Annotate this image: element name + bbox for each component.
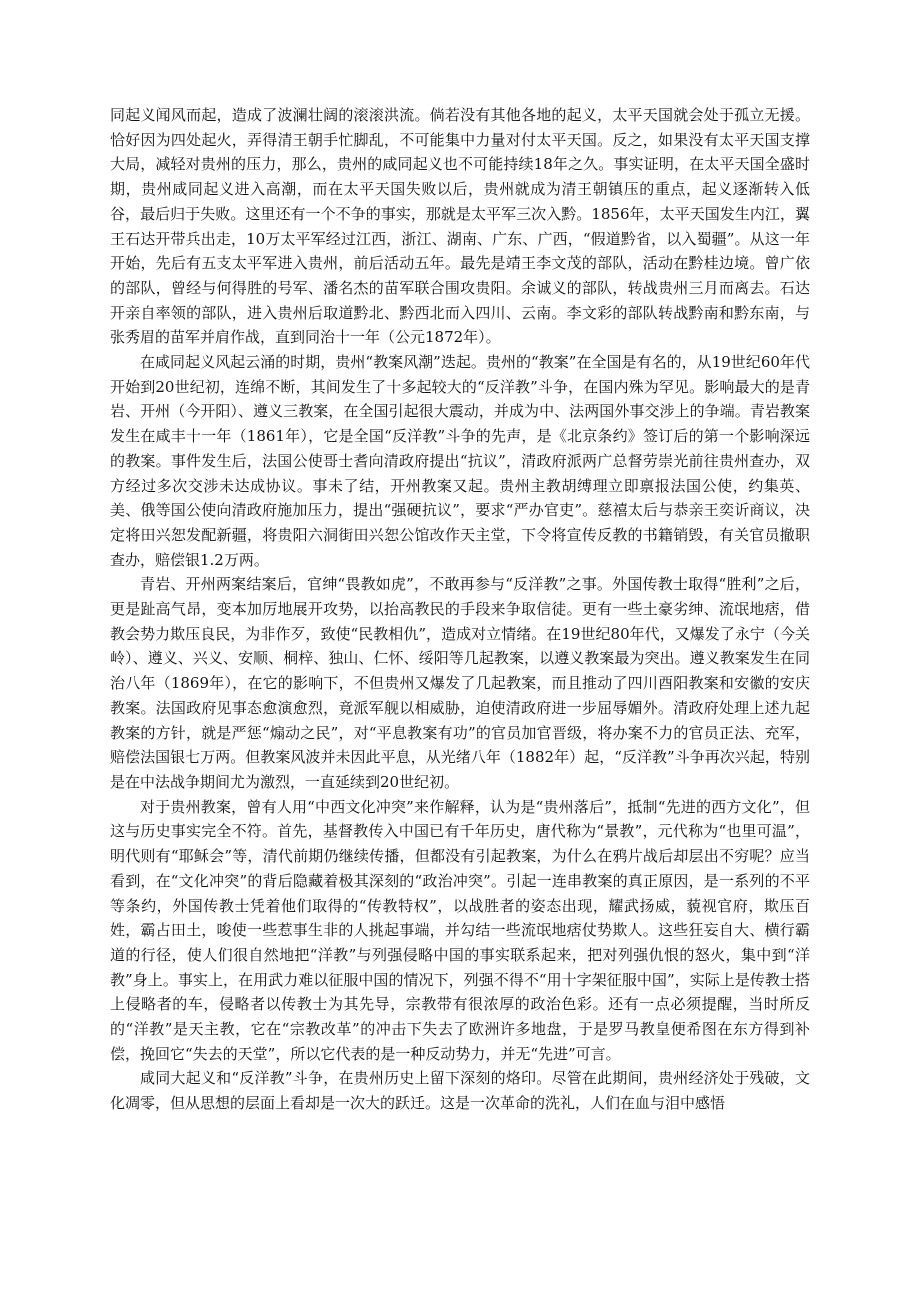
paragraph-4: 对于贵州教案，曾有人用“中西文化冲突”来作解释，认为是“贵州落后”，抵制“先进的西方文化”，但这与历史事实完全不符。首先，基督教传入中国已有千年历史，唐代称为“景教”，元代称为“也里可温”，明代则有“耶稣会”等，清代前期仍继续传播，但都没有引起教案，为什么在鸦片战后却层出不穷呢？应当看到，在“文化冲突”的背后隐藏着极其深刻的“政治冲突”。引起一连串教案的真正原因，是一系列的不平等条约，外国传教士凭着他们取得的“传教特权”，以战胜者的姿态出现，耀武扬威，藐视官府，欺压百姓，霸占田土，唆使一些惹事生非的人挑起事端，并勾结一些流氓地痞仗势欺人。这些狂妄自大、横行霸道的行径，使人们很自然地把“洋教”与列强侵略中国的事实联系起来，把对列强仇恨的怒火，集中到“洋教”身上。事实上，在用武力难以征服中国的情况下，列强不得不“用十字架征服中国”，实际上是传教士搭上侵略者的车，侵略者以传教士为其先导，宗教带有很浓厚的政治色彩。还有一点必须提醒，当时所反的“洋教”是天主教，它在“宗教改革”的冲击下失去了欧洲许多地盘，于是罗马教皇便希图在东方得到补偿，挽回它“失去的天堂”，所以它代表的是一种反动势力，并无“先进”可言。: [110, 797, 810, 1063]
paragraph-1: 同起义闻风而起，造成了波澜壮阔的滚滚洪流。倘若没有其他各地的起义，太平天国就会处于孤立无援。恰好因为四处起火，弄得清王朝手忙脚乱，不可能集中力量对付太平天国。反之，如果没有太平天国支撑大局，减轻对贵州的压力，那么，贵州的咸同起义也不可能持续18年之久。事实证明，在太平天国全盛时期，贵州咸同起义进入高潮，而在太平天国失败以后，贵州就成为清王朝镇压的重点，起义逐渐转入低谷，最后归于失败。这里还有一个不争的事实，那就是太平军三次入黔。1856年，太平天国发生内江，翼王石达开带兵出走，10万太平军经过江西，浙江、湖南、广东、广西，“假道黔省，以入蜀疆”。从这一年开始，先后有五支太平军进入贵州，前后活动五年。最先是靖王李文茂的部队，活动在黔桂边境。曾广依的部队，曾经与何得胜的号军、潘名杰的苗军联合围攻贵阳。余诚义的部队，转战贵州三月而离去。石达开亲自率领的部队，进入贵州后取道黔北、黔西北而入四川、云南。李文彩的部队转战黔南和黔东南，与张秀眉的苗军并肩作战，直到同治十一年（公元1872年）。: [110, 106, 810, 347]
paragraph-5: 咸同大起义和“反洋教”斗争，在贵州历史上留下深刻的烙印。尽管在此期间，贵州经济处于残破，文化凋零，但从思想的层面上看却是一次大的跃迁。这是一次革命的洗礼，人们在血与泪中感悟: [110, 1069, 810, 1113]
paragraph-2: 在咸同起义风起云涌的时期，贵州“教案风潮”迭起。贵州的“教案”在全国是有名的，从19世纪60年代开始到20世纪初，连绵不断，其间发生了十多起较大的“反洋教”斗争，在国内殊为罕见。影响最大的是青岩、开州（今开阳）、遵义三教案，在全国引起很大震动，并成为中、法两国外事交涉上的争端。青岩教案发生在咸丰十一年（1861年），它是全国“反洋教”斗争的先声，是《北京条约》签订后的第一个影响深远的教案。事件发生后，法国公使哥士耆向清政府提出“抗议”，清政府派两广总督劳崇光前往贵州查办，双方经过多次交涉未达成协议。事未了结，开州教案又起。贵州主教胡缚理立即禀报法国公使，约集英、美、俄等国公使向清政府施加压力，提出“强硬抗议”，要求“严办官吏”。慈禧太后与恭亲王奕䜣商议，决定将田兴恕发配新疆，将贵阳六洞街田兴恕公馆改作天主堂，下令将宣传反教的书籍销毁，有关官员撤职查办，赔偿银1.2万两。: [110, 353, 810, 569]
paragraph-3: 青岩、开州两案结案后，官绅“畏教如虎”，不敢再参与“反洋教”之事。外国传教士取得“胜利”之后，更是趾高气昂，变本加厉地展开攻势，以抬高教民的手段来争取信徒。更有一些土豪劣绅、流氓地痞，借教会势力欺压良民，为非作歹，致使“民教相仇”，造成对立情绪。在19世纪80年代，又爆发了永宁（今关岭）、遵义、兴义、安顺、桐梓、独山、仁怀、绥阳等几起教案，以遵义教案最为突出。遵义教案发生在同治八年（1869年），在它的影响下，不但贵州又爆发了几起教案，而且推动了四川酉阳教案和安徽的安庆教案。法国政府见事态愈演愈烈，竟派军舰以相威胁，迫使清政府进一步屈辱媚外。清政府处理上述九起教案的方针，就是严惩“煽动之民”，对“平息教案有功”的官员加官晋级，将办案不力的官员正法、充军，赔偿法国银七万两。但教案风波并未因此平息，从光绪八年（1882年）起，“反洋教”斗争再次兴起，特别是在中法战争期间尤为激烈，一直延续到20世纪初。: [110, 575, 810, 791]
document-body: [110, 103, 810, 1116]
